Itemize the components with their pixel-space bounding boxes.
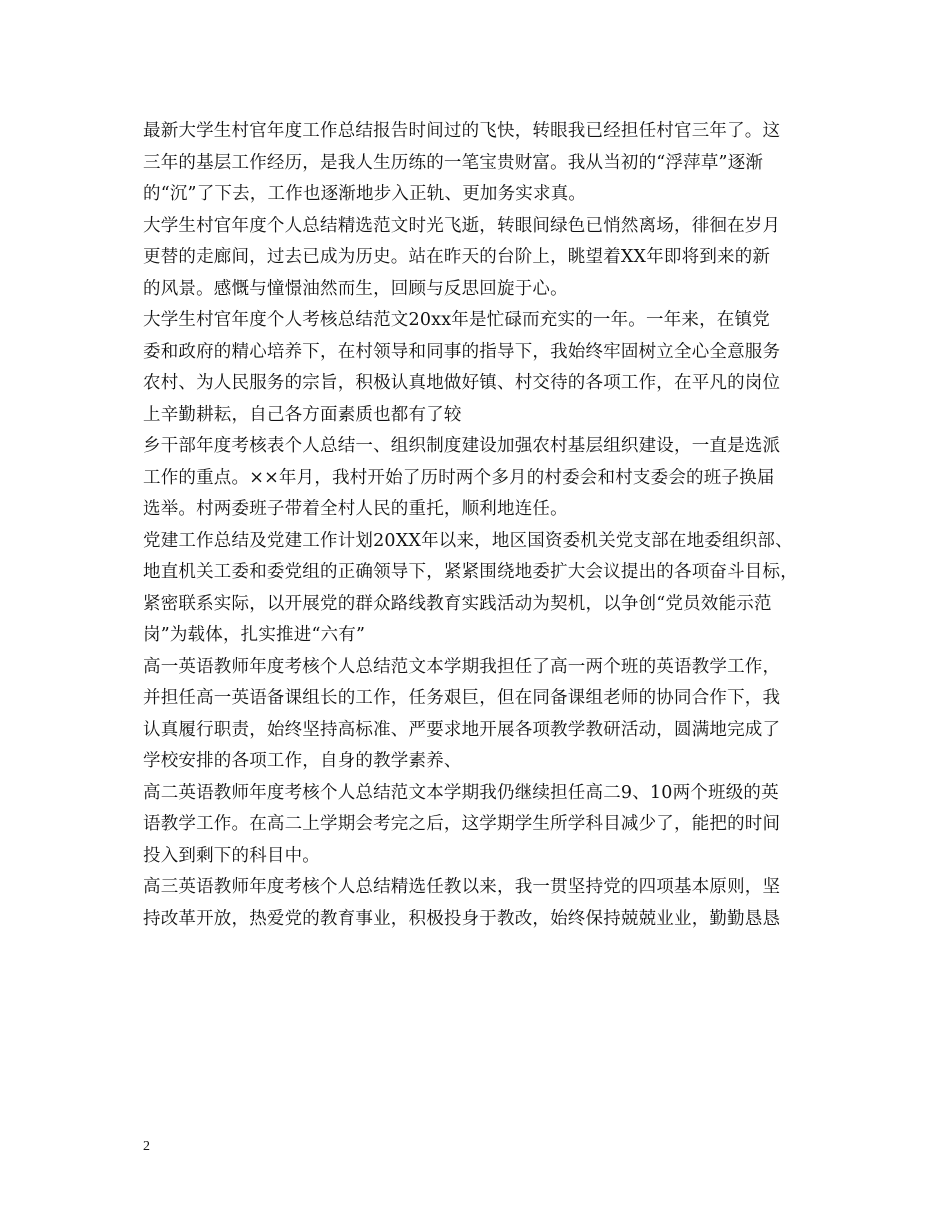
text-line: 语教学工作。在高二上学期会考完之后，这学期学生所学科目减少了，能把的时间 — [143, 814, 781, 834]
text-line: 高一英语教师年度考核个人总结范文本学期我担任了高一两个班的英语教学工作， — [143, 656, 781, 677]
text-line: 的“沉”了下去，工作也逐渐地步入正轨、更加务实求真。 — [143, 184, 587, 204]
text-line: 并担任高一英语备课组长的工作，任务艰巨，但在同备课组老师的协同合作下，我 — [143, 688, 781, 708]
text-line: 高三英语教师年度考核个人总结精选任教以来，我一贯坚持党的四项基本原则，坚 — [143, 877, 781, 897]
paragraph-2 — [143, 211, 823, 306]
document-body — [143, 116, 823, 935]
text-line: 最新大学生村官年度工作总结报告时间过的飞快，转眼我已经担任村官三年了。这 — [143, 121, 781, 141]
text-line: 大学生村官年度个人总结精选范文时光飞逝，转眼间绿色已悄然离场，徘徊在岁月 — [143, 215, 781, 236]
text-line: 的风景。感慨与憧憬油然而生，回顾与反思回旋于心。 — [143, 278, 568, 299]
paragraph-1 — [143, 116, 823, 211]
text-line: 学校安排的各项工作，自身的教学素养、 — [143, 751, 462, 771]
paragraph-3 — [143, 305, 823, 431]
text-line: 认真履行职责，始终坚持高标准、严要求地开展各项教学教研活动，圆满地完成了 — [143, 719, 781, 740]
page-number: 2 — [143, 1139, 150, 1154]
text-line: 委和政府的精心培养下，在村领导和同事的指导下，我始终牢固树立全心全意服务 — [143, 341, 781, 362]
text-line: 大学生村官年度个人考核总结范文20xx年是忙碌而充实的一年。一年来，在镇党 — [143, 310, 770, 330]
paragraph-5 — [143, 526, 823, 652]
text-line: 投入到剩下的科目中。 — [143, 845, 320, 866]
text-line: 工作的重点。××年月，我村开始了历时两个多月的村委会和村支委会的班子换届 — [143, 467, 775, 488]
text-line: 三年的基层工作经历，是我人生历练的一笔宝贵财富。我从当初的“浮萍草”逐渐 — [143, 152, 764, 173]
paragraph-8 — [143, 872, 823, 935]
text-line: 乡干部年度考核表个人总结一、组织制度建设加强农村基层组织建设，一直是选派 — [143, 436, 781, 456]
text-line: 高二英语教师年度考核个人总结范文本学期我仍继续担任高二9、10两个班级的英 — [143, 782, 779, 803]
text-line: 党建工作总结及党建工作计划20XX年以来，地区国资委机关党支部在地委组织部、 — [143, 530, 793, 551]
text-line: 更替的走廊间，过去已成为历史。站在昨天的台阶上，眺望着XX年即将到来的新 — [143, 247, 771, 267]
text-line: 紧密联系实际，以开展党的群众路线教育实践活动为契机，以争创“党员效能示范 — [143, 593, 772, 614]
paragraph-4 — [143, 431, 823, 526]
text-line: 持改革开放，热爱党的教育事业，积极投身于教改，始终保持兢兢业业，勤勤恳恳 — [143, 908, 781, 929]
text-line: 岗”为载体，扎实推进“六有” — [143, 625, 366, 645]
text-line: 农村、为人民服务的宗旨，积极认真地做好镇、村交待的各项工作，在平凡的岗位 — [143, 373, 781, 393]
text-line: 选举。村两委班子带着全村人民的重托，顺利地连任。 — [143, 499, 568, 519]
text-line: 地直机关工委和委党组的正确领导下，紧紧围绕地委扩大会议提出的各项奋斗目标， — [143, 562, 798, 582]
paragraph-6 — [143, 652, 823, 778]
text-line: 上辛勤耕耘，自己各方面素质也都有了较 — [143, 404, 462, 425]
paragraph-7 — [143, 778, 823, 873]
